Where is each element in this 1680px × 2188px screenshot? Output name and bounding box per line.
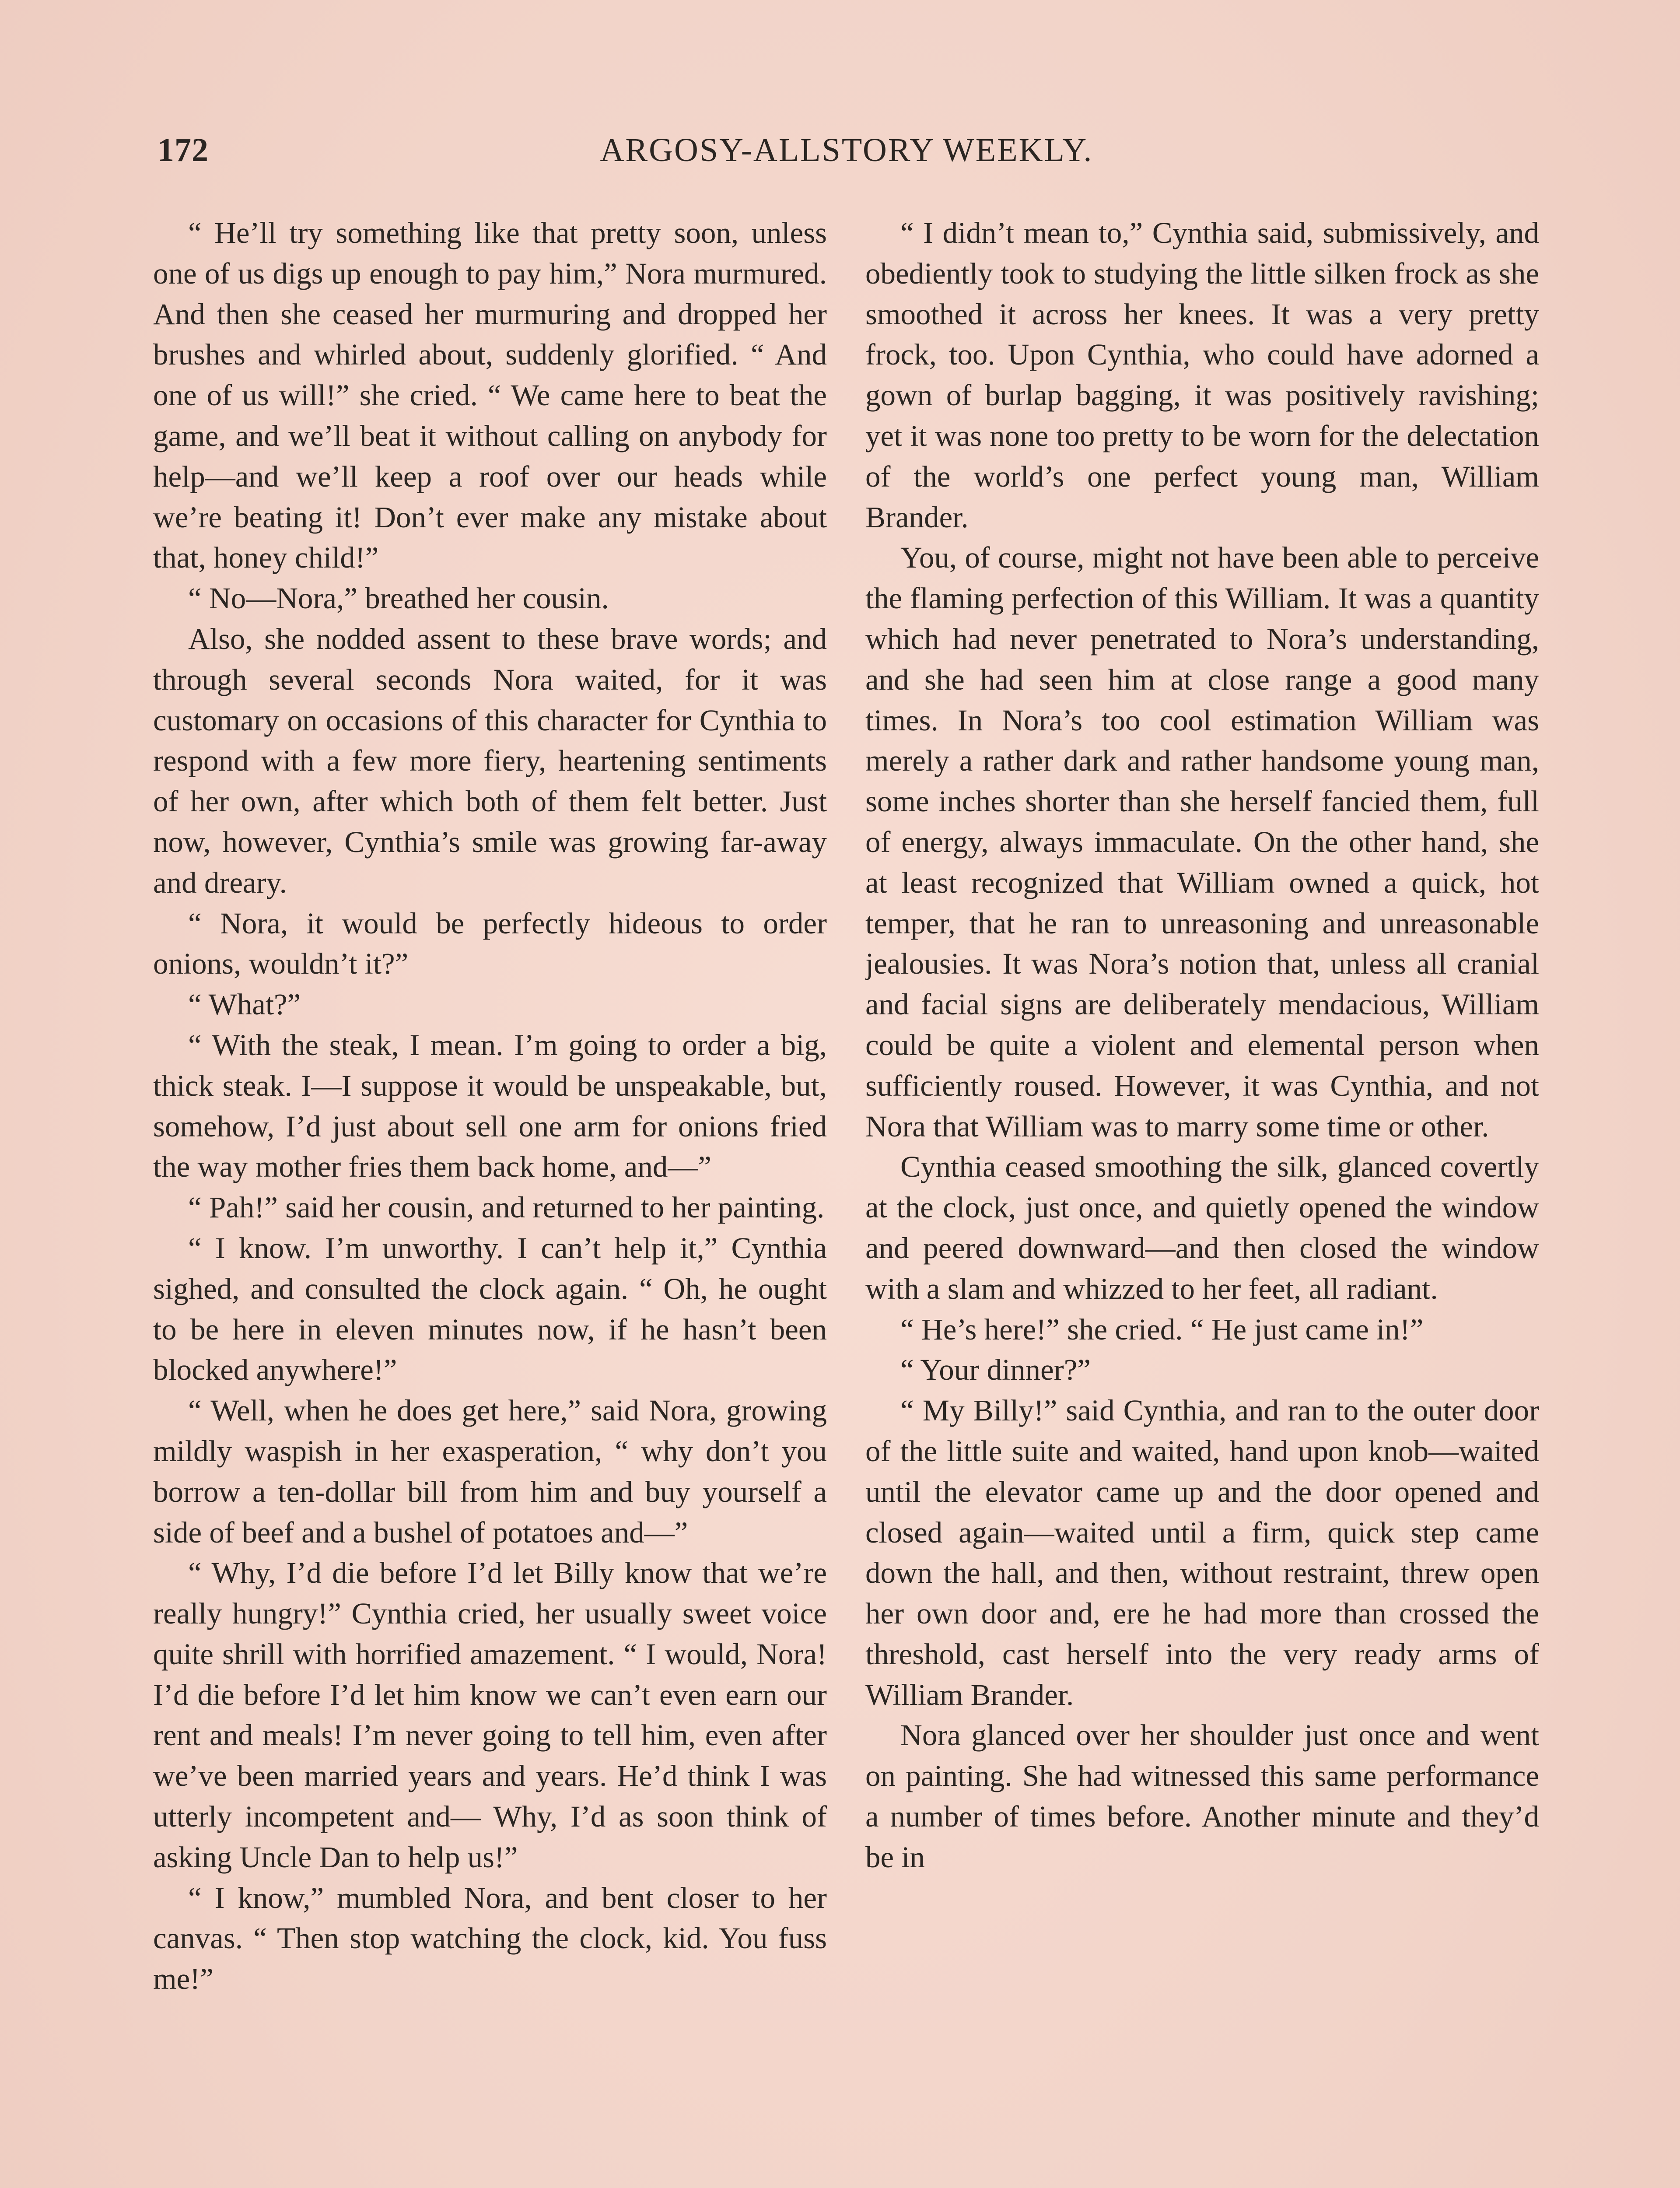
- paragraph: You, of course, might not have been able to perceive the flaming perfection of this William. It was a quantity which had never penetrated to Nora’s understanding, and she had seen him at close range a good many times. In Nora’s too cool estimation William was merely a rather dark and rather handsome young man, some inches shorter than she herself fancied them, full of energy, always immaculate. On the other hand, she at least recognized that William owned a quick, hot temper, that he ran to unreasoning and unreasonable jealousies. It was Nora’s notion that, unless all cranial and facial signs are deliberately mendacious, William could be quite a violent and elemental person when sufficiently roused. However, it was Cynthia, and not Nora that William was to marry some time or other.: [865, 541, 1539, 1143]
- paragraph: “ No—Nora,” breathed her cousin.: [188, 582, 609, 615]
- paragraph: “ He’s here!” she cried. “ He just came in!”: [900, 1312, 1424, 1346]
- paragraph: “ Well, when he does get here,” said Nora, growing mildly waspish in her exasperation, “ why don’t you borrow a ten-dollar bill from him and buy yourself a side of beef and a bushel of potatoes and—”: [153, 1394, 827, 1549]
- page-header: [158, 131, 1536, 179]
- paragraph: “ With the steak, I mean. I’m going to order a big, thick steak. I—I suppose it would be unspeakable, but, somehow, I’d just about sell one arm for onions fried the way mother fries them back home, and—”: [153, 1028, 827, 1184]
- paragraph: “ Why, I’d die before I’d let Billy know that we’re really hungry!” Cynthia cried, her usually sweet voice quite shrill with horrified amazement. “ I would, Nora! I’d die before I’d let him know we can’t even earn our rent and meals! I’m never going to tell him, even after we’ve been married years and years. He’d think I was utterly incompetent and— Why, I’d as soon think of asking Uncle Dan to help us!”: [153, 1556, 827, 1874]
- left-column: [153, 213, 827, 2188]
- paragraph: Nora glanced over her shoulder just once and went on painting. She had witnessed this same performance a number of times before. Another minute and they’d be in: [865, 1718, 1539, 1874]
- running-title: ARGOSY-ALLSTORY WEEKLY.: [600, 132, 1093, 168]
- paragraph: “ I didn’t mean to,” Cynthia said, submissively, and obediently took to studying the little silken frock as she smoothed it across her knees. It was a very pretty frock, too. Upon Cynthia, who could have adorned a gown of burlap bagging, it was positively ravishing; yet it was none too pretty to be worn for the delectation of the world’s one perfect young man, William Brander.: [865, 216, 1539, 534]
- paragraph: Also, she nodded assent to these brave words; and through several seconds Nora waited, for it was customary on occasions of this character for Cynthia to respond with a few more fiery, heartening sentiments of her own, after which both of them felt better. Just now, however, Cynthia’s smile was growing far-away and dreary.: [153, 622, 827, 899]
- right-column: [865, 213, 1539, 2188]
- paragraph: “ I know,” mumbled Nora, and bent closer to her canvas. “ Then stop watching the clock, kid. You fuss me!”: [153, 1881, 827, 1996]
- paragraph: “ Your dinner?”: [900, 1353, 1091, 1387]
- paragraph: “ Nora, it would be perfectly hideous to order onions, wouldn’t it?”: [153, 906, 827, 981]
- paragraph: “ I know. I’m unworthy. I can’t help it,” Cynthia sighed, and consulted the clock again. “ Oh, he ought to be here in eleven minutes now, if he hasn’t been blocked anywhere!”: [153, 1231, 827, 1387]
- paragraph: “ What?”: [188, 988, 301, 1021]
- page-number: 172: [158, 132, 209, 168]
- paragraph: “ Pah!” said her cousin, and returned to her painting.: [188, 1191, 825, 1224]
- paragraph: “ He’ll try something like that pretty soon, unless one of us digs up enough to pay him,” Nora murmured. And then she ceased her murmuring and dropped her brushes and whirled about, suddenly glorified. “ And one of us will!” she cried. “ We came here to beat the game, and we’ll beat it without calling on anybody for help—and we’ll keep a roof over our heads while we’re beating it! Don’t ever make any mistake about that, honey child!”: [153, 216, 827, 575]
- paragraph: “ My Billy!” said Cynthia, and ran to the outer door of the little suite and waited, hand upon knob—waited until the elevator came up and the door opened and closed again—waited until a firm, quick step came down the hall, and then, without restraint, threw open her own door and, ere he had more than crossed the threshold, cast herself into the very ready arms of William Brander.: [865, 1394, 1539, 1711]
- paragraph: Cynthia ceased smoothing the silk, glanced covertly at the clock, just once, and quietly opened the window and peered downward—and then closed the window with a slam and whizzed to her feet, all radiant.: [865, 1150, 1539, 1305]
